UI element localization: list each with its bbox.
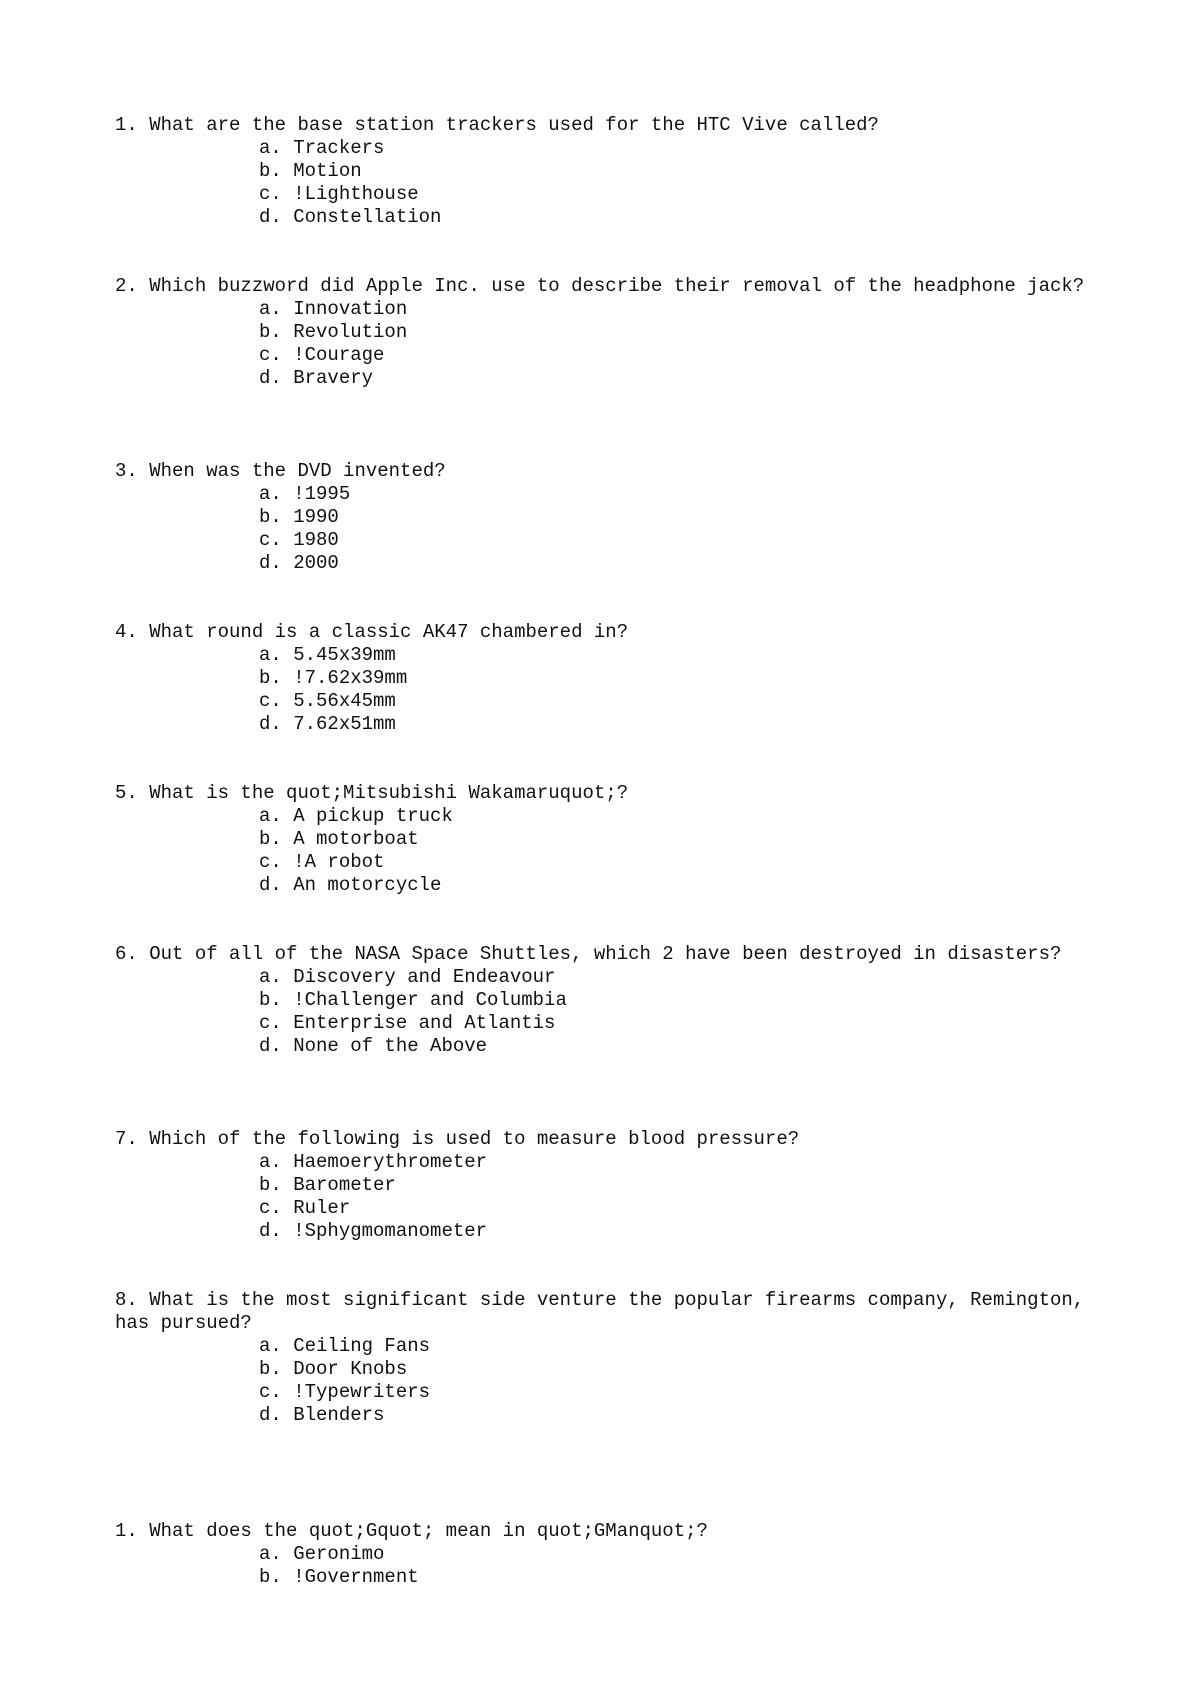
answer-option: [259, 160, 1105, 183]
question-4: [115, 621, 1105, 736]
question-7: [115, 1128, 1105, 1243]
answer-option: [259, 1335, 1105, 1358]
answer-option: [259, 1543, 1105, 1566]
answer-option: [259, 828, 1105, 851]
question-prompt: What is the most significant side venture the popular firearms company, Remington, has pursued?: [115, 1289, 1096, 1334]
option-letter: b.: [259, 1358, 282, 1380]
question-text: [115, 782, 1105, 805]
option-text: !A robot: [293, 851, 385, 873]
question-number: 5.: [115, 782, 138, 804]
question-text: [115, 1520, 1105, 1543]
answer-option: [259, 529, 1105, 552]
question-prompt: What does the quot;Gquot; mean in quot;GManquot;?: [149, 1520, 708, 1542]
answer-option: [259, 1220, 1105, 1243]
option-text: Blenders: [293, 1404, 385, 1426]
option-letter: c.: [259, 344, 282, 366]
option-letter: b.: [259, 989, 282, 1011]
answer-option: [259, 989, 1105, 1012]
option-text: Revolution: [293, 321, 408, 343]
option-text: 2000: [293, 552, 339, 574]
option-letter: c.: [259, 851, 282, 873]
answer-option: [259, 321, 1105, 344]
option-text: !7.62x39mm: [293, 667, 408, 689]
option-text: 1980: [293, 529, 339, 551]
option-letter: a.: [259, 805, 282, 827]
answer-option: [259, 1197, 1105, 1220]
question-prompt: When was the DVD invented?: [149, 460, 446, 482]
option-letter: b.: [259, 321, 282, 343]
option-text: !Sphygmomanometer: [293, 1220, 488, 1242]
answer-option: [259, 667, 1105, 690]
question-prompt: What round is a classic AK47 chambered in?: [149, 621, 629, 643]
answer-option: [259, 183, 1105, 206]
option-text: !Challenger and Columbia: [293, 989, 567, 1011]
option-text: Geronimo: [293, 1543, 385, 1565]
question-text: [115, 1289, 1105, 1335]
question-1: [115, 114, 1105, 229]
answer-option: [259, 713, 1105, 736]
option-letter: b.: [259, 828, 282, 850]
option-letter: d.: [259, 1220, 282, 1242]
answer-option: [259, 552, 1105, 575]
question-6: [115, 943, 1105, 1058]
answer-option: [259, 644, 1105, 667]
answer-option: [259, 506, 1105, 529]
option-text: Bravery: [293, 367, 374, 389]
answer-option: [259, 1566, 1105, 1589]
question-5: [115, 782, 1105, 897]
option-letter: a.: [259, 298, 282, 320]
question-prompt: Which buzzword did Apple Inc. use to describe their removal of the headphone jack?: [149, 275, 1085, 297]
answer-option: [259, 1012, 1105, 1035]
answer-option: [259, 805, 1105, 828]
answer-option: [259, 206, 1105, 229]
question-prompt: What is the quot;Mitsubishi Wakamaruquot;?: [149, 782, 629, 804]
question-text: [115, 943, 1105, 966]
answer-option: [259, 298, 1105, 321]
question-text: [115, 621, 1105, 644]
question-text: [115, 1128, 1105, 1151]
option-text: Enterprise and Atlantis: [293, 1012, 556, 1034]
answer-option: [259, 367, 1105, 390]
answer-option: [259, 1174, 1105, 1197]
option-letter: a.: [259, 1543, 282, 1565]
option-text: Motion: [293, 160, 362, 182]
option-letter: a.: [259, 966, 282, 988]
answer-option: [259, 1381, 1105, 1404]
question-3: [115, 460, 1105, 575]
answer-option: [259, 137, 1105, 160]
option-text: Constellation: [293, 206, 442, 228]
option-text: Innovation: [293, 298, 408, 320]
option-letter: d.: [259, 1404, 282, 1426]
option-letter: a.: [259, 644, 282, 666]
answer-option: [259, 1035, 1105, 1058]
option-letter: b.: [259, 506, 282, 528]
option-text: 1990: [293, 506, 339, 528]
question-number: 8.: [115, 1289, 138, 1311]
question-8: [115, 1289, 1105, 1427]
option-letter: b.: [259, 1174, 282, 1196]
option-letter: d.: [259, 1035, 282, 1057]
question-text: [115, 275, 1105, 298]
question-number: 1.: [115, 1520, 138, 1542]
answer-option: [259, 1404, 1105, 1427]
option-letter: a.: [259, 1151, 282, 1173]
option-text: !Typewriters: [293, 1381, 431, 1403]
question-number: 3.: [115, 460, 138, 482]
option-letter: c.: [259, 1012, 282, 1034]
option-text: 7.62x51mm: [293, 713, 396, 735]
option-text: 5.56x45mm: [293, 690, 396, 712]
answer-option: [259, 344, 1105, 367]
option-text: Barometer: [293, 1174, 396, 1196]
option-text: Door Knobs: [293, 1358, 408, 1380]
question-prompt: Out of all of the NASA Space Shuttles, which 2 have been destroyed in disasters?: [149, 943, 1062, 965]
option-letter: c.: [259, 183, 282, 205]
answer-option: [259, 1151, 1105, 1174]
answer-option: [259, 1358, 1105, 1381]
option-text: A pickup truck: [293, 805, 453, 827]
option-letter: b.: [259, 1566, 282, 1588]
option-letter: d.: [259, 874, 282, 896]
question-9: [115, 1520, 1105, 1589]
answer-option: [259, 690, 1105, 713]
option-text: !Courage: [293, 344, 385, 366]
option-text: Discovery and Endeavour: [293, 966, 556, 988]
option-letter: c.: [259, 529, 282, 551]
option-text: !Government: [293, 1566, 419, 1588]
option-letter: b.: [259, 160, 282, 182]
option-text: !Lighthouse: [293, 183, 419, 205]
question-number: 7.: [115, 1128, 138, 1150]
option-text: Ruler: [293, 1197, 351, 1219]
option-letter: d.: [259, 206, 282, 228]
option-letter: a.: [259, 1335, 282, 1357]
question-prompt: Which of the following is used to measure blood pressure?: [149, 1128, 800, 1150]
option-text: An motorcycle: [293, 874, 442, 896]
option-text: Haemoerythrometer: [293, 1151, 488, 1173]
option-letter: c.: [259, 1381, 282, 1403]
option-letter: a.: [259, 137, 282, 159]
option-letter: d.: [259, 713, 282, 735]
option-letter: c.: [259, 690, 282, 712]
option-text: Ceiling Fans: [293, 1335, 431, 1357]
answer-option: [259, 483, 1105, 506]
option-text: A motorboat: [293, 828, 419, 850]
question-text: [115, 460, 1105, 483]
option-letter: b.: [259, 667, 282, 689]
option-text: !1995: [293, 483, 351, 505]
option-letter: d.: [259, 552, 282, 574]
question-number: 1.: [115, 114, 138, 136]
option-letter: d.: [259, 367, 282, 389]
question-text: [115, 114, 1105, 137]
answer-option: [259, 966, 1105, 989]
question-number: 4.: [115, 621, 138, 643]
option-letter: c.: [259, 1197, 282, 1219]
question-prompt: What are the base station trackers used for the HTC Vive called?: [149, 114, 879, 136]
question-2: [115, 275, 1105, 390]
answer-option: [259, 851, 1105, 874]
question-number: 2.: [115, 275, 138, 297]
option-text: None of the Above: [293, 1035, 488, 1057]
option-text: 5.45x39mm: [293, 644, 396, 666]
answer-option: [259, 874, 1105, 897]
option-letter: a.: [259, 483, 282, 505]
question-number: 6.: [115, 943, 138, 965]
option-text: Trackers: [293, 137, 385, 159]
